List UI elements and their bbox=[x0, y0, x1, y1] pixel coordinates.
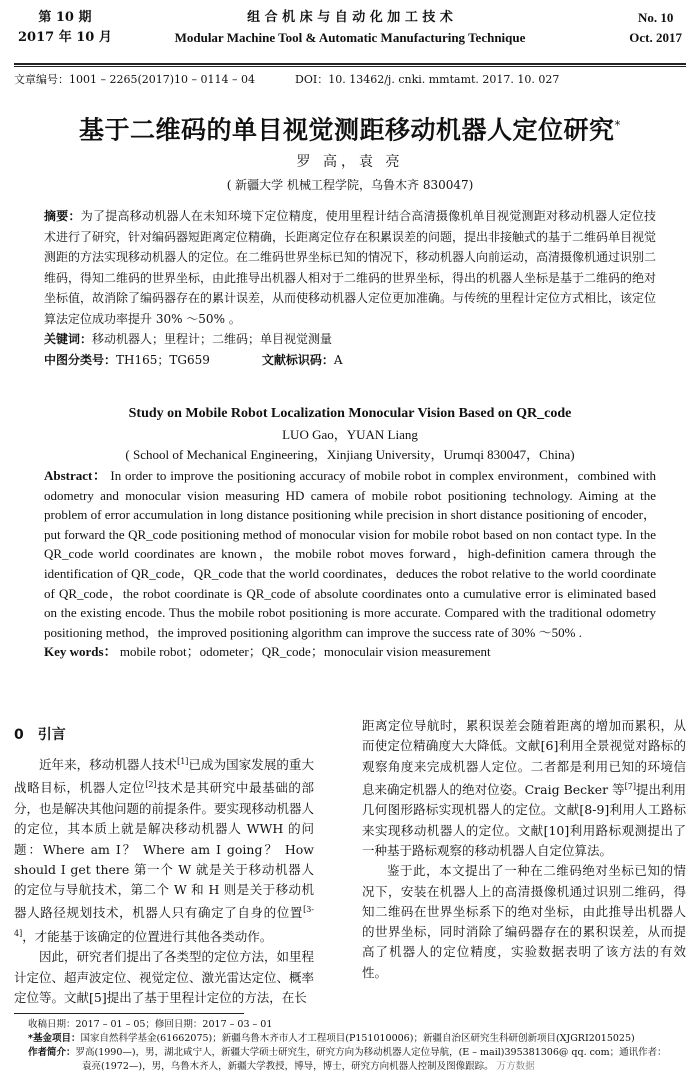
english-keywords-label: Key words： bbox=[44, 644, 117, 660]
paragraph bbox=[14, 752, 314, 947]
journal-title-en: Modular Machine Tool & Automatic Manufacturing Technique bbox=[174, 30, 526, 45]
header-center bbox=[134, 8, 566, 48]
section-title: 引言 bbox=[37, 727, 66, 743]
text-run: 因此，研究者们提出了各类型的定位方法，如里程计定位、超声波定位、视觉定位、激光雷达定位、概率定位等。文献[5]提出了基于里程计定位的方法，在长 bbox=[14, 949, 315, 1005]
footnote-rule bbox=[14, 1013, 244, 1014]
classification-text: TH165；TG659 bbox=[116, 352, 210, 367]
article-number: 文章编号：1001 – 2265(2017)10 – 0114 – 04 bbox=[14, 73, 256, 86]
author-label: 作者简介： bbox=[28, 1047, 76, 1058]
text-run: 提出利用几何图形路标实现机器人的定位。文献[8-9]利用人工路标来实现移动机器人的定位。文献[10]利用路标观测提出了一种基于路标观察的移动机器人自定位算法。 bbox=[362, 782, 686, 858]
authors: 罗 高，袁 亮 bbox=[296, 154, 404, 170]
date-en: Oct. 2017 bbox=[629, 30, 682, 45]
keywords-text-cn: 移动机器人；里程计；二维码；单目视觉测量 bbox=[92, 332, 333, 346]
keywords-cn bbox=[44, 329, 656, 350]
abstract-cn bbox=[44, 206, 656, 329]
footnotes bbox=[28, 1018, 686, 1074]
affiliation: ( 新疆大学 机械工程学院，乌鲁木齐 830047) bbox=[226, 178, 474, 192]
paragraph bbox=[362, 716, 686, 861]
issue-cn: 第 10 期 bbox=[38, 10, 92, 25]
english-title: Study on Mobile Robot Localization Monocular Vision Based on QR_code bbox=[128, 406, 572, 421]
header-right bbox=[629, 8, 682, 48]
text-run: 近年来，移动机器人技术 bbox=[39, 757, 178, 773]
title-footnote-mark: * bbox=[614, 118, 621, 132]
date-cn: 2017 年 10 月 bbox=[18, 30, 112, 45]
paragraph bbox=[14, 947, 314, 1008]
citation: [3-4] bbox=[14, 905, 314, 938]
header-rule-thick bbox=[14, 63, 686, 65]
doc-code-label: 文献标识码： bbox=[261, 352, 334, 367]
text-run: 距离定位导航时，累积误差会随着距离的增加而累积，从而使定位精确度大大降低。文献[6]利用全景视觉对路标的观察角度来完成机器人定位。二者都是利用已知的环境信息来确定机器人的绝对位姿。Craig Becker 等 bbox=[362, 718, 686, 798]
english-abstract bbox=[44, 466, 656, 642]
text-run: 鉴于此，本文提出了一种在二维码绝对坐标已知的情况下，安装在机器人上的高清摄像机通过识别二维码，得知二维码在世界坐标系下的绝对坐标，由此推导出机器人的世界坐标，同时消除了编码器存在的累积误差，从而提高了机器人的定位精度，实验数据表明了该方法的有效性。 bbox=[362, 863, 686, 980]
english-abstract-label: Abstract： bbox=[44, 468, 107, 483]
footnote-received: 收稿日期：2017 – 01 – 05；修回日期：2017 – 03 – 01 bbox=[28, 1019, 273, 1030]
author2-text: 袁亮(1972—)，男，乌鲁木齐人，新疆大学教授，博导，博士，研究方向机器人控制及图像跟踪。 bbox=[82, 1061, 494, 1072]
english-abstract-block bbox=[44, 466, 656, 662]
text-run: 技术是其研究中最基础的部分，也是解决其他问题的前提条件。要实现移动机器人的定位，其本质上就是解决移动机器人 WWH 的问题：Where am I？ Where am I going？ How should I get there 第一个 W 就是关于移动机器人的定位与导航技术，第二个 W 和 H 则是关于移动机器人路径规划技术，机器人只有确定了自身的位置 bbox=[14, 780, 315, 921]
keywords-label-cn: 关键词： bbox=[44, 332, 93, 346]
footnote-author2 bbox=[28, 1060, 686, 1074]
body-column-left bbox=[14, 720, 314, 1008]
paragraph bbox=[362, 861, 686, 983]
header-rule-thin bbox=[14, 66, 686, 67]
paper-title bbox=[0, 108, 700, 147]
doi: DOI：10. 13462/j. cnki. mmtamt. 2017. 10. 027 bbox=[295, 73, 560, 86]
classification-label: 中图分类号： bbox=[44, 352, 117, 367]
doc-code: A bbox=[333, 352, 343, 367]
issue-en: No. 10 bbox=[637, 10, 674, 25]
fund-label: *基金项目： bbox=[28, 1033, 81, 1044]
citation: [7] bbox=[624, 781, 636, 791]
page-header bbox=[14, 8, 686, 60]
footnote-author bbox=[28, 1046, 686, 1060]
section-number: 0 bbox=[14, 727, 24, 743]
author1-text: 罗高(1990—)，男，湖北咸宁人，新疆大学硕士研究生，研究方向为移动机器人定位导航，(E – mail)395381306@ qq. com；通讯作者： bbox=[75, 1047, 667, 1058]
english-keywords bbox=[44, 642, 656, 662]
abstract-text-cn: 为了提高移动机器人在未知环境下定位精度，使用里程计结合高清摄像机单目视觉测距对移动机器人定位技术进行了研究，针对编码器短距离定位精确，长距离定位存在积累误差的问题，提出非接触式的基于二维码单目视觉测距的方法实现移动机器人的定位。在二维码世界坐标已知的情况下，移动机器人向前运动，高清摄像机通过识别二维码，得知二维码的世界坐标，由此推导出机器人相对于二维码的世界坐标，得出的机器人坐标是基于二维码的绝对坐标值，故消除了编码器存在的累计误差，从而使移动机器人定位更加准确。与传统的里程计定位方式相比，该定位算法定位成功率提升 30% ～50% 。 bbox=[44, 209, 657, 326]
citation: [2] bbox=[145, 780, 157, 790]
text-run: ，才能基于该确定的位置进行其他各类动作。 bbox=[22, 929, 273, 944]
watermark: 万方数据 bbox=[496, 1061, 535, 1072]
citation: [1] bbox=[177, 757, 189, 766]
fund-text: 国家自然科学基金(61662075)；新疆乌鲁木齐市人才工程项目(P151010006)；新疆自治区研究生科研创新项目(XJGRI2015025) bbox=[80, 1033, 635, 1044]
text-run: 已成为国家发展的重大战略目标，机器人定位 bbox=[14, 757, 314, 796]
english-abstract-text: In order to improve the positioning accuracy of mobile robot in complex environment，combined with odometry and monocular vision measuring HD camera of mobile robot positioning technology. Aiming at the problem of error accumulation in long distance positioning while precision in short distance positioning of encoder，put forward the QR_code positioning method of monocular vision for mobile robot based on non contact type. In the QR_code world coordinates are known，the mobile robot moves forward，high-definition camera through the identification of QR_code，QR_code that the world coordinates，deduces the robot relative to the world coordinate of QR_code，the robot coordinate is QR_code of absolute coordinates onto a cumulative error is eliminated based on the existing encode. Thus the mobile robot positioning is more accurate. Compared with the traditional odometry positioning method，the improved positioning algorithm can improve the success rate of 30% ～50% . bbox=[44, 468, 656, 640]
section-heading bbox=[14, 724, 314, 746]
header-left bbox=[18, 8, 112, 48]
body-column-right bbox=[362, 716, 686, 983]
classification bbox=[44, 350, 656, 371]
footnote-fund bbox=[28, 1032, 686, 1046]
english-authors: LUO Gao，YUAN Liang bbox=[282, 427, 418, 442]
paper-title-text: 基于二维码的单目视觉测距移动机器人定位研究 bbox=[78, 115, 615, 145]
english-keywords-text: mobile robot；odometer；QR_code；monoculair vision measurement bbox=[119, 644, 491, 660]
journal-title-cn: 组 合 机 床 与 自 动 化 加 工 技 术 bbox=[247, 10, 453, 25]
abstract-block-cn bbox=[44, 206, 656, 370]
english-affiliation: ( School of Mechanical Engineering，Xinjiang University，Urumqi 830047，China) bbox=[125, 447, 575, 462]
abstract-label-cn: 摘要： bbox=[44, 209, 81, 223]
article-meta bbox=[14, 72, 559, 88]
